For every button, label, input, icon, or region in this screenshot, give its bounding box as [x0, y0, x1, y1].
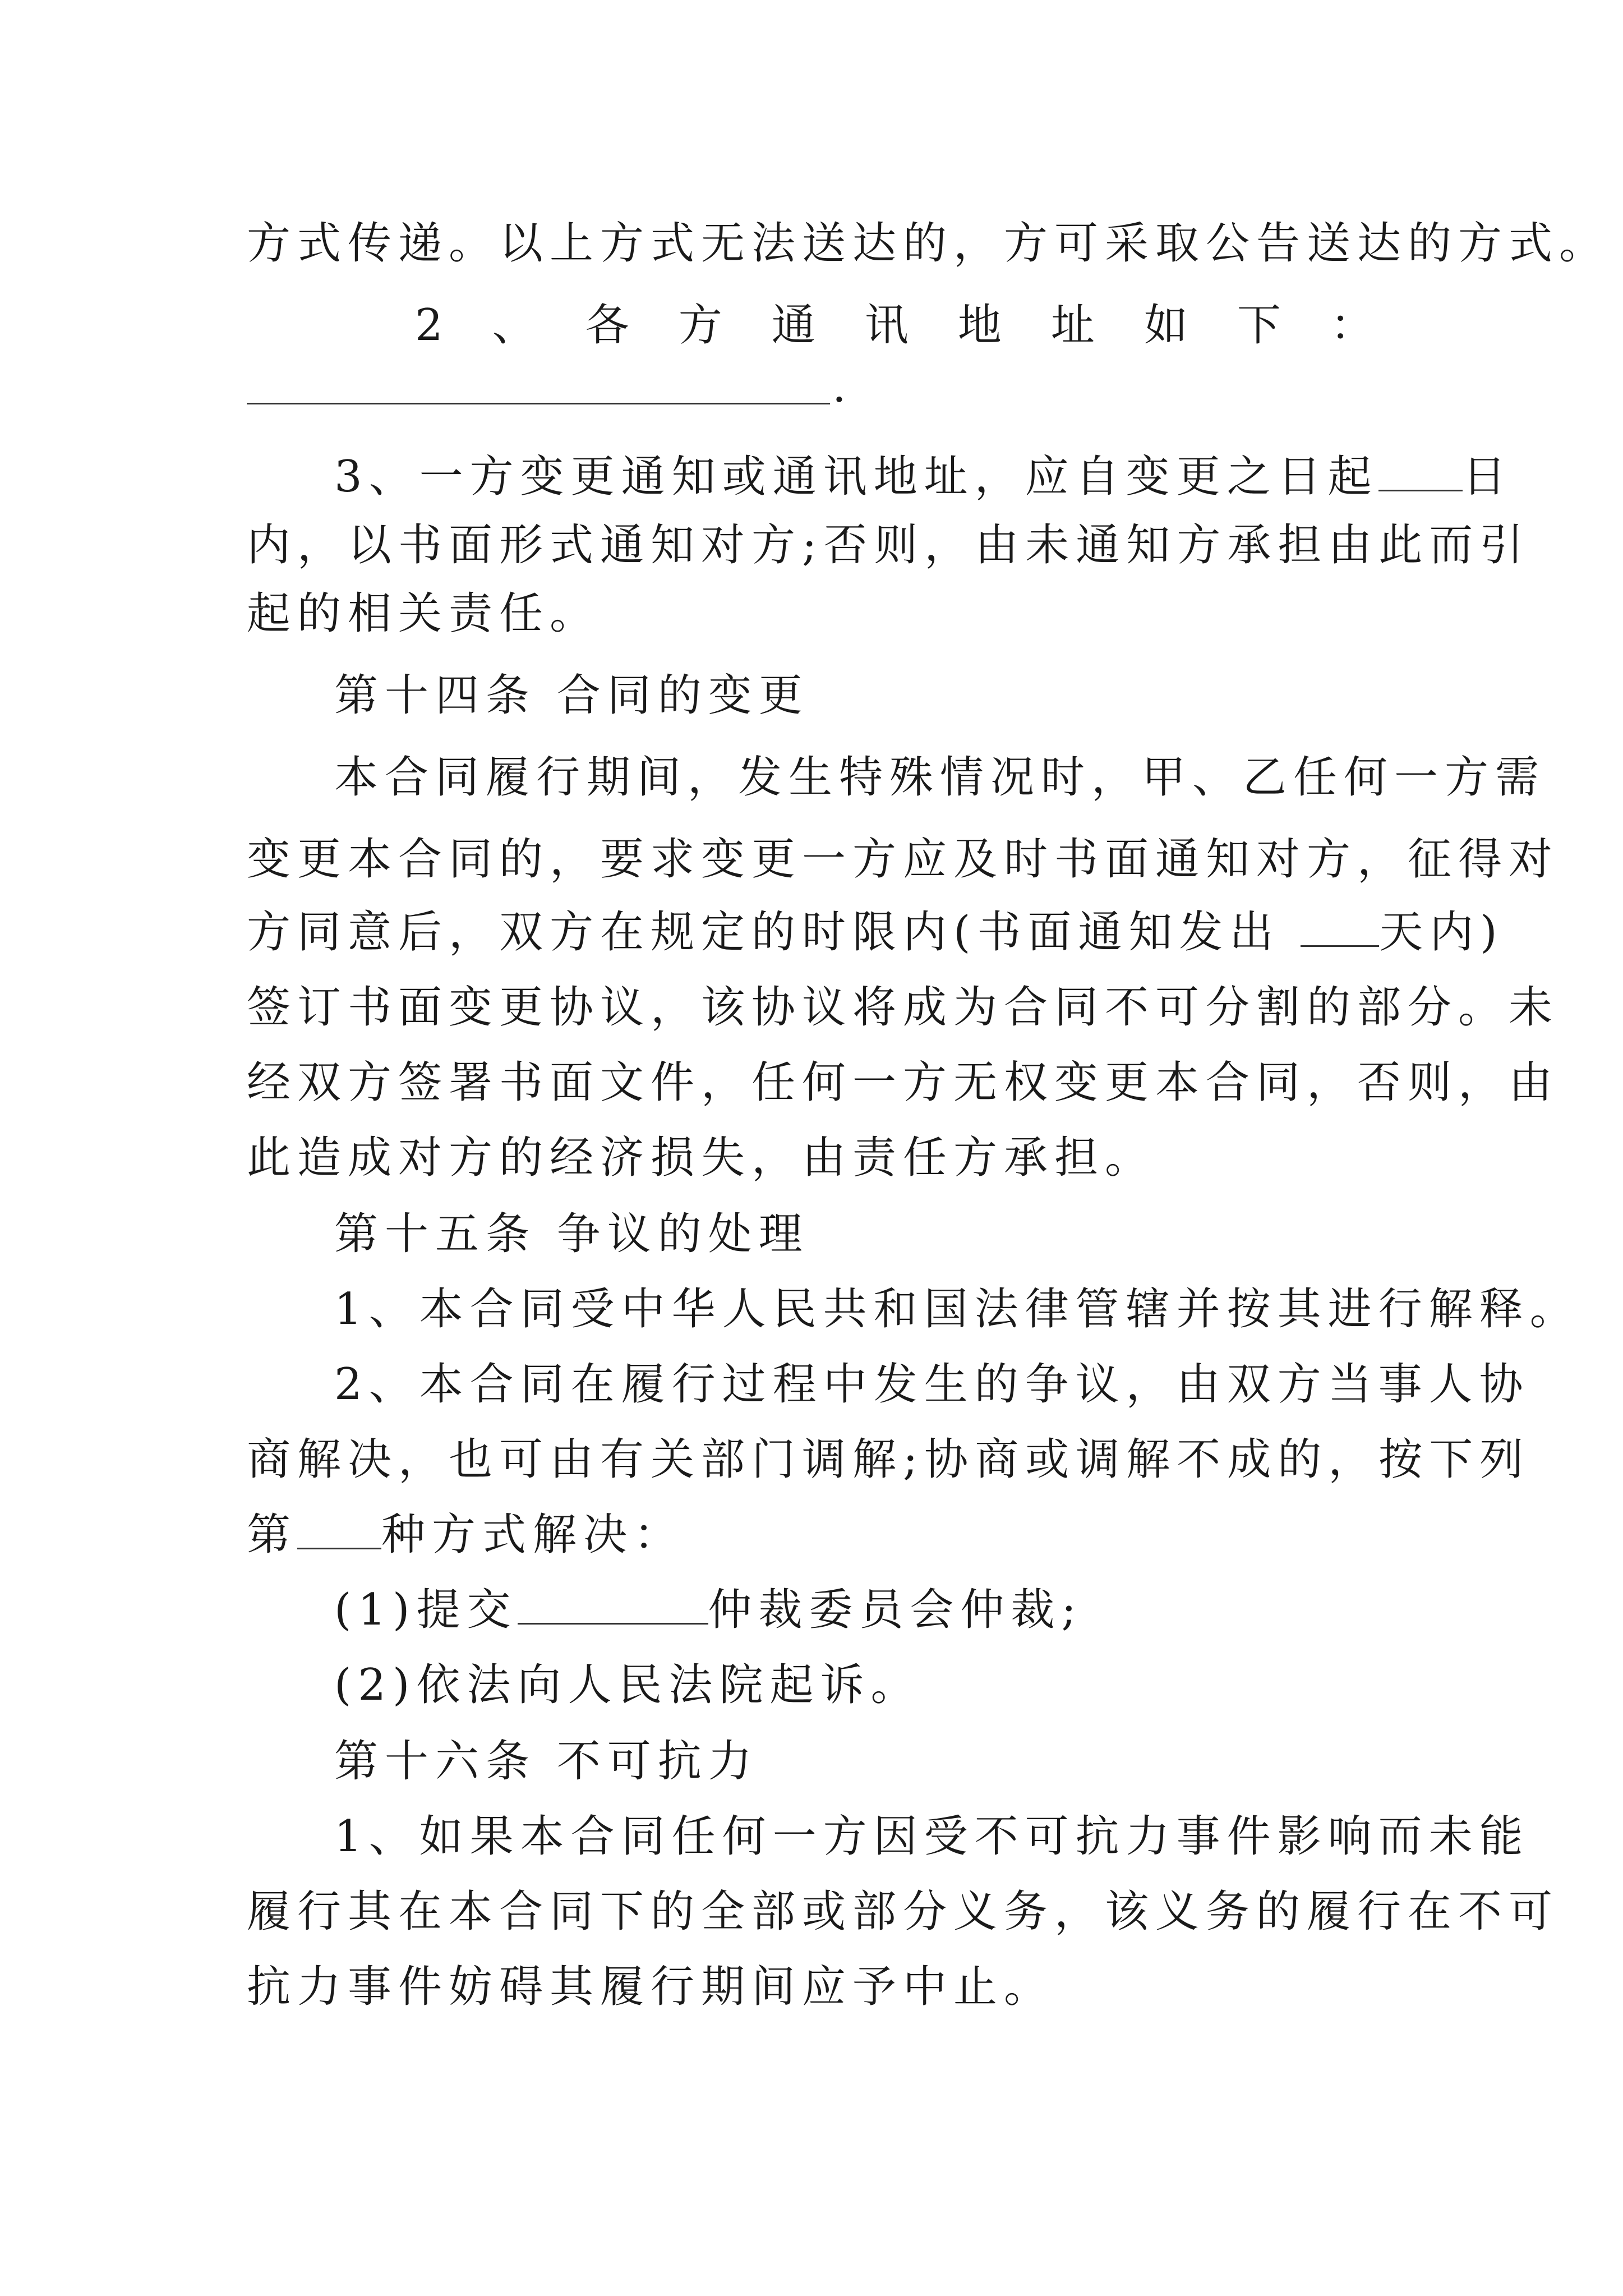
- text-line: [247, 1507, 684, 1563]
- fill-in-blank: [1301, 906, 1379, 947]
- text-line: 变更本合同的，要求变更一方应及时书面通知对方，征得对: [247, 834, 1560, 885]
- text-line: [334, 449, 1513, 505]
- text-line: [247, 904, 1504, 960]
- text-line: 抗力事件妨碍其履行期间应予中止。: [247, 1962, 1055, 2012]
- fill-in-blank: [297, 1508, 381, 1549]
- section-heading: 第十五条 争议的处理: [334, 1209, 809, 1259]
- text-line: 2、本合同在履行过程中发生的争议，由双方当事人协: [334, 1359, 1530, 1410]
- text-line: 此造成对方的经济损失，由责任方承担。: [247, 1133, 1156, 1183]
- text-line: 内，以书面形式通知对方;否则，由未通知方承担由此而引: [247, 520, 1530, 570]
- spread-char: 各: [585, 300, 629, 351]
- fill-in-blank: [518, 1584, 708, 1625]
- text-line: 经双方签署书面文件，任何一方无权变更本合同，否则，由: [247, 1057, 1560, 1108]
- text-segment: 第: [247, 1510, 298, 1560]
- spread-char: 如: [1144, 300, 1188, 351]
- text-line: 履行其在本合同下的全部或部分义务，该义务的履行在不可: [247, 1887, 1560, 1937]
- section-heading: 第十六条 不可抗力: [334, 1736, 759, 1787]
- fill-in-blank: [1378, 450, 1463, 491]
- section-heading: 第十四条 合同的变更: [334, 670, 809, 721]
- text-segment: 天内): [1379, 907, 1504, 958]
- text-line: 本合同履行期间，发生特殊情况时，甲、乙任何一方需: [334, 752, 1546, 803]
- spread-char: ：: [1330, 300, 1374, 351]
- spread-char: 地: [957, 300, 1002, 351]
- spread-char: 2: [415, 300, 443, 351]
- text-segment: 方同意后，双方在规定的时限内(书面通知发出: [247, 907, 1301, 958]
- spread-char: 下: [1237, 300, 1281, 351]
- text-line: (2)依法向人民法院起诉。: [334, 1660, 921, 1710]
- text-line: 1、本合同受中华人民共和国法律管辖并按其进行解释。: [334, 1284, 1580, 1335]
- text-segment: (1)提交: [334, 1585, 518, 1635]
- text-line: 签订书面变更协议，该协议将成为合同不可分割的部分。未: [247, 982, 1560, 1033]
- text-line: 商解决，也可由有关部门调解;协商或调解不成的，按下列: [247, 1434, 1530, 1485]
- text-segment: 种方式解决：: [381, 1510, 685, 1560]
- text-segment: 日: [1462, 452, 1513, 502]
- spread-char: 方: [678, 300, 722, 351]
- spread-char: 址: [1050, 300, 1095, 351]
- text-line: 方式传递。以上方式无法送达的，方可采取公告送达的方式。: [247, 218, 1610, 269]
- text-line: 起的相关责任。: [247, 588, 601, 639]
- text-segment: 仲裁委员会仲裁;: [708, 1585, 1083, 1635]
- address-blank-period: .: [832, 362, 846, 412]
- spread-char: 通: [771, 300, 815, 351]
- spread-char: 、: [492, 300, 536, 351]
- spread-char: 讯: [864, 300, 909, 351]
- address-blank-line: [247, 403, 830, 404]
- text-line: 1、如果本合同任何一方因受不可抗力事件影响而未能: [334, 1811, 1530, 1862]
- address-heading-line: [415, 297, 1374, 353]
- text-segment: 3、一方变更通知或通讯地址，应自变更之日起: [334, 452, 1378, 502]
- text-line: [334, 1582, 1083, 1638]
